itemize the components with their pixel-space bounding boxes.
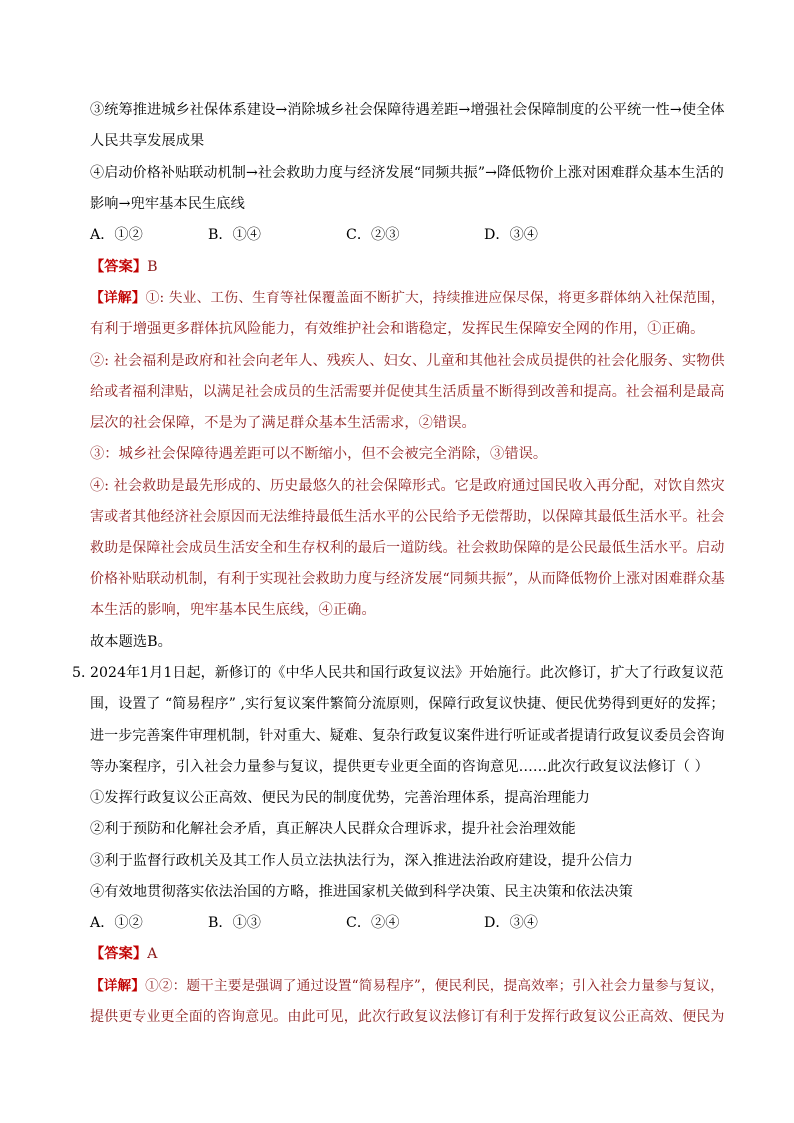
q5-option-2: ②利于预防和化解社会矛盾，真正解决人民群众合理诉求，提升社会治理效能 bbox=[90, 821, 576, 837]
q5-option-1: ①发挥行政复议公正高效、便民为民的制度优势，完善治理体系，提高治理能力 bbox=[90, 790, 591, 806]
q4-detail-line-11: 本生活的影响，兜牢基本民生底线，④正确。 bbox=[90, 602, 376, 618]
q5-stem-line-4: 等办案程序，引入社会力量参与复议，提供更专业更全面的咨询意见……此次行政复议法修订（ ） bbox=[90, 759, 709, 775]
q4-detail-line-8: 害或者其他经济社会原因而无法维持最低生活水平的公民给予无偿帮助，以保障其最低生活水平。社会 bbox=[90, 509, 725, 525]
q4-option-4-line-1: ④启动价格补贴联动机制→社会救助力度与经济发展“同频共振”→降低物价上涨对困难群众基本生活的 bbox=[90, 165, 724, 181]
q5-answer-label: 【答案】 bbox=[90, 946, 148, 962]
q4-detail-line-4: 给或者福利津贴，以满足社会成员的生活需要并促使其生活质量不断得到改善和提高。社会福利是最高 bbox=[90, 384, 725, 400]
q5-number: 5． bbox=[72, 665, 96, 681]
q4-choice-b: B．①④ bbox=[208, 227, 261, 243]
q4-detail-line-5: 层次的社会保障，不是为了满足群众基本生活需求，②错误。 bbox=[90, 415, 476, 431]
q5-answer-value: A bbox=[147, 946, 158, 962]
q4-detail-line-1 bbox=[90, 288, 725, 308]
q4-detail-line-7: ④: 社会救助是最先形成的、历史最悠久的社会保障形式。它是政府通过国民收入再分配，对饮自然灾 bbox=[90, 478, 725, 494]
q5-stem-line-3: 进一步完善案件审理机制，针对重大、疑难、复杂行政复议案件进行听证或者提请行政复议委员会咨询 bbox=[90, 728, 725, 744]
q5-detail-label: 【详解】 bbox=[90, 978, 146, 994]
q4-answer-value: B bbox=[147, 259, 158, 275]
q4-choice-d: D．③④ bbox=[484, 227, 538, 243]
q4-option-3-line-1: ③统筹推进城乡社保体系建设→消除城乡社会保障待遇差距→增强社会保障制度的公平统一性→使全体 bbox=[90, 102, 725, 118]
q5-detail-text-1: ①②：题干主要是强调了通过设置“简易程序”，便民利民，提高效率；引入社会力量参与复议， bbox=[145, 978, 724, 994]
q4-choice-a: A．①② bbox=[90, 227, 143, 243]
q5-choice-c: C．②④ bbox=[346, 915, 400, 931]
q4-detail-label: 【详解】 bbox=[90, 290, 146, 306]
q4-detail-line-9: 救助是保障社会成员生活安全和生存权利的最后一道防线。社会救助保障的是公民最低生活水平。启动 bbox=[90, 540, 725, 556]
q4-answer bbox=[90, 257, 158, 277]
q5-choice-d: D．③④ bbox=[484, 915, 538, 931]
q5-option-4: ④有效地贯彻落实依法治国的方略，推进国家机关做到科学决策、民主决策和依法决策 bbox=[90, 884, 633, 900]
q4-conclusion: 故本题选B。 bbox=[90, 634, 172, 650]
q4-option-4-line-2: 影响→兜牢基本民生底线 bbox=[90, 196, 245, 212]
q5-detail-line-2: 提供更专业更全面的咨询意见。由此可见，此次行政复议法修订有利于发挥行政复议公正高效、便民为 bbox=[90, 1009, 725, 1025]
q5-stem-line-1: 2024年1月1日起，新修订的《中华人民共和国行政复议法》开始施行。此次修订，扩大了行政复议范 bbox=[90, 665, 724, 681]
q5-choice-a: A．①② bbox=[90, 915, 143, 931]
q4-option-3-line-2: 人民共享发展成果 bbox=[90, 133, 205, 149]
q4-answer-label: 【答案】 bbox=[90, 259, 148, 275]
q5-answer bbox=[90, 944, 158, 964]
q5-stem-line-2: 围，设置了 “简易程序” ,实行复议案件繁简分流原则，保障行政复议快捷、便民优势得到更好的发挥； bbox=[90, 696, 725, 712]
q4-choice-c: C．②③ bbox=[346, 227, 400, 243]
q4-detail-line-3: ②: 社会福利是政府和社会向老年人、残疾人、妇女、儿童和其他社会成员提供的社会化服务、实物供 bbox=[90, 353, 725, 369]
q5-detail-line-1 bbox=[90, 976, 724, 996]
q5-choice-b: B．①③ bbox=[208, 915, 261, 931]
q4-detail-line-10: 价格补贴联动机制，有利于实现社会救助力度与经济发展“同频共振”，从而降低物价上涨对困难群众基 bbox=[90, 571, 725, 587]
q4-detail-line-2: 有利于增强更多群体抗风险能力，有效维护社会和谐稳定，发挥民生保障安全网的作用，①正确。 bbox=[90, 321, 705, 337]
q5-option-3: ③利于监督行政机关及其工作人员立法执法行为，深入推进法治政府建设，提升公信力 bbox=[90, 853, 633, 869]
q4-detail-line-6: ③：城乡社会保障待遇差距可以不断缩小，但不会被完全消除，③错误。 bbox=[90, 446, 548, 462]
q4-detail-text-1: ①: 失业、工伤、生育等社保覆盖面不断扩大，持续推进应保尽保，将更多群体纳入社保范围， bbox=[145, 290, 725, 306]
